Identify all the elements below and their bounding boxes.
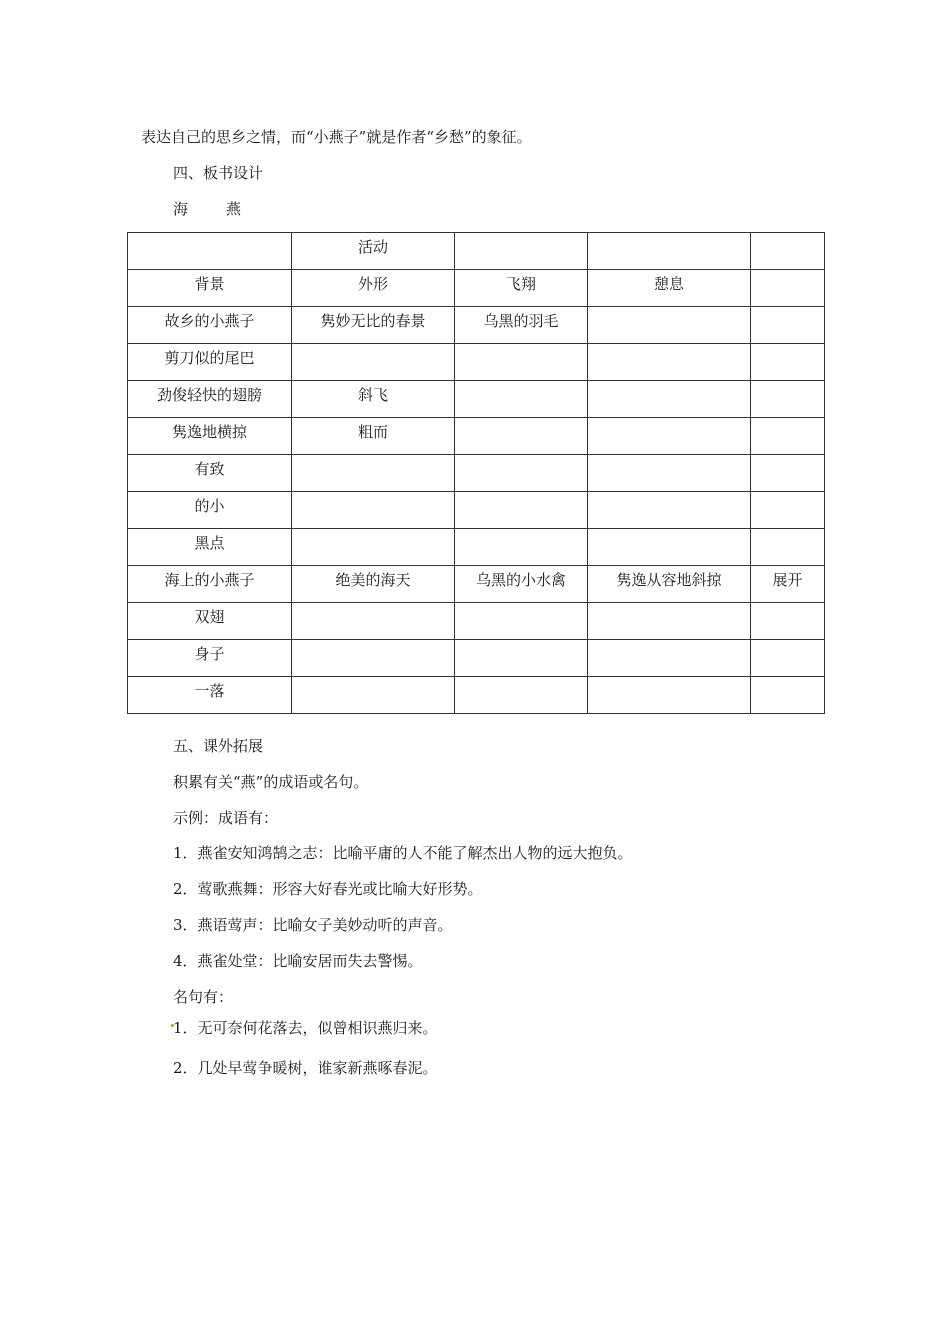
table-cell — [292, 418, 455, 455]
section5-heading: 五、课外拓展 — [173, 737, 264, 755]
table-cell — [292, 233, 455, 270]
table-cell — [128, 344, 292, 381]
table-cell — [455, 492, 588, 529]
table-cell — [455, 640, 588, 677]
table-cell-text — [751, 344, 824, 345]
table-cell — [128, 307, 292, 344]
table-cell — [455, 418, 588, 455]
table-cell — [751, 677, 825, 714]
table-cell — [128, 603, 292, 640]
table-cell — [128, 492, 292, 529]
table-cell — [292, 603, 455, 640]
table-cell — [588, 603, 751, 640]
table-cell-text — [292, 529, 454, 530]
table-cell — [128, 455, 292, 492]
table-cell — [128, 529, 292, 566]
table-cell — [588, 492, 751, 529]
table-cell-text — [751, 270, 824, 271]
table-cell — [588, 418, 751, 455]
table-cell — [455, 344, 588, 381]
table-cell-text — [751, 677, 824, 678]
table-cell-text — [751, 418, 824, 419]
table-cell — [588, 233, 751, 270]
table-cell-text: 斜飞 — [357, 386, 388, 404]
table-cell — [292, 677, 455, 714]
table-cell-text — [751, 233, 824, 234]
table-cell-text — [751, 603, 824, 604]
table-cell-text — [455, 640, 587, 641]
table-cell — [128, 418, 292, 455]
table-cell — [751, 270, 825, 307]
board-title-char-2: 燕 — [226, 200, 242, 218]
table-cell-text: 海上的小燕子 — [164, 571, 255, 589]
table-cell — [455, 270, 588, 307]
idiom-item-3: 3．燕语莺声：比喻女子美妙动听的声音。 — [173, 916, 453, 934]
quote-item-1: 1．无可奈何花落去，似曾相识燕归来。 — [173, 1019, 438, 1037]
board-design-table — [127, 232, 825, 714]
table-cell-text: 隽妙无比的春景 — [320, 312, 426, 330]
table-cell — [292, 307, 455, 344]
table-cell-text: 一落 — [194, 682, 225, 700]
table-cell-text — [455, 677, 587, 678]
table-cell — [751, 566, 825, 603]
table-cell — [128, 233, 292, 270]
table-cell — [588, 529, 751, 566]
table-cell-text: 的小 — [194, 497, 225, 515]
table-cell — [292, 566, 455, 603]
table-cell — [588, 677, 751, 714]
table-cell-text: 活动 — [357, 238, 388, 256]
table-cell — [292, 640, 455, 677]
idioms-heading: 示例：成语有： — [173, 809, 279, 827]
idiom-item-2: 2．莺歌燕舞：形容大好春光或比喻大好形势。 — [173, 880, 483, 898]
table-row — [128, 640, 825, 677]
table-cell-text — [292, 344, 454, 345]
board-table-body — [128, 233, 825, 714]
table-cell — [455, 677, 588, 714]
table-cell — [751, 307, 825, 344]
table-cell-text: 黑点 — [194, 534, 225, 552]
table-cell-text — [588, 418, 750, 419]
table-cell — [588, 455, 751, 492]
table-cell — [751, 233, 825, 270]
table-cell — [751, 455, 825, 492]
table-cell-text — [588, 677, 750, 678]
table-cell-text — [751, 455, 824, 456]
table-cell-text: 憩息 — [653, 275, 684, 293]
table-cell-text: 乌黑的小水禽 — [475, 571, 566, 589]
table-cell-text — [751, 381, 824, 382]
table-cell-text: 故乡的小燕子 — [164, 312, 255, 330]
table-row — [128, 418, 825, 455]
table-cell — [128, 640, 292, 677]
table-cell-text — [292, 455, 454, 456]
table-cell-text — [588, 344, 750, 345]
section4-heading: 四、板书设计 — [173, 164, 264, 182]
table-cell-text — [588, 455, 750, 456]
table-cell — [751, 344, 825, 381]
table-cell — [588, 381, 751, 418]
table-cell — [455, 603, 588, 640]
table-cell-text: 隽逸从容地斜掠 — [616, 571, 722, 589]
table-cell — [128, 270, 292, 307]
table-row — [128, 307, 825, 344]
board-title — [173, 199, 241, 219]
board-title-char-1: 海 — [173, 200, 189, 218]
table-cell — [292, 492, 455, 529]
table-row — [128, 492, 825, 529]
table-cell-text — [455, 455, 587, 456]
table-cell-text: 背景 — [194, 275, 225, 293]
table-cell-text — [751, 640, 824, 641]
table-cell-text — [588, 381, 750, 382]
table-cell — [455, 233, 588, 270]
table-cell-text — [751, 529, 824, 530]
extension-intro: 积累有关“燕”的成语或名句。 — [173, 773, 369, 791]
table-row — [128, 381, 825, 418]
table-cell-text — [588, 529, 750, 530]
table-cell — [751, 492, 825, 529]
table-cell — [588, 270, 751, 307]
table-cell-text — [292, 677, 454, 678]
table-cell-text: 隽逸地横掠 — [171, 423, 247, 441]
table-cell — [751, 418, 825, 455]
table-cell-text — [455, 381, 587, 382]
table-cell-text — [588, 492, 750, 493]
table-cell — [128, 566, 292, 603]
table-row — [128, 677, 825, 714]
table-cell — [588, 307, 751, 344]
table-cell — [128, 677, 292, 714]
table-cell-text — [588, 640, 750, 641]
table-cell — [751, 603, 825, 640]
table-cell-text — [455, 603, 587, 604]
table-cell-text: 双翅 — [194, 608, 225, 626]
table-cell — [588, 344, 751, 381]
table-cell-text: 绝美的海天 — [335, 571, 411, 589]
table-row — [128, 233, 825, 270]
table-row — [128, 344, 825, 381]
table-cell — [751, 529, 825, 566]
quotes-heading: 名句有： — [173, 988, 234, 1006]
table-cell — [292, 344, 455, 381]
table-cell — [455, 566, 588, 603]
table-cell-text — [588, 603, 750, 604]
table-cell — [455, 455, 588, 492]
table-cell — [455, 307, 588, 344]
table-cell-text: 粗而 — [357, 423, 388, 441]
table-cell-text — [455, 492, 587, 493]
table-cell — [751, 381, 825, 418]
table-cell-text — [292, 603, 454, 604]
idiom-item-1: 1．燕雀安知鸿鹄之志：比喻平庸的人不能了解杰出人物的远大抱负。 — [173, 844, 633, 862]
table-row — [128, 455, 825, 492]
table-cell — [751, 640, 825, 677]
table-cell-text — [128, 233, 291, 234]
quote-item-2: 2．几处早莺争暖树，谁家新燕啄春泥。 — [173, 1059, 438, 1077]
table-cell — [292, 529, 455, 566]
table-cell-text: 乌黑的羽毛 — [483, 312, 559, 330]
table-cell-text — [455, 233, 587, 234]
table-cell-text: 剪刀似的尾巴 — [164, 349, 255, 367]
table-cell — [588, 566, 751, 603]
table-cell-text — [292, 492, 454, 493]
idiom-item-4: 4．燕雀处堂：比喻安居而失去警惕。 — [173, 952, 423, 970]
table-cell — [588, 640, 751, 677]
table-cell — [455, 529, 588, 566]
table-cell — [128, 381, 292, 418]
table-cell-text — [292, 640, 454, 641]
table-cell-text: 飞翔 — [505, 275, 536, 293]
intro-line: 表达自己的思乡之情，而“小燕子”就是作者“乡愁”的象征。 — [141, 128, 532, 146]
table-cell-text: 身子 — [194, 645, 225, 663]
table-cell-text: 外形 — [357, 275, 388, 293]
table-cell — [292, 455, 455, 492]
table-row — [128, 566, 825, 603]
table-cell-text — [455, 529, 587, 530]
table-cell — [292, 270, 455, 307]
table-cell-text: 展开 — [772, 571, 803, 589]
table-cell-text: 有致 — [194, 460, 225, 478]
table-cell-text: 劲俊轻快的翅膀 — [156, 386, 262, 404]
table-cell — [292, 381, 455, 418]
table-cell-text — [455, 344, 587, 345]
table-cell-text — [588, 233, 750, 234]
table-cell-text — [751, 307, 824, 308]
table-row — [128, 270, 825, 307]
table-cell — [455, 381, 588, 418]
table-cell-text — [588, 307, 750, 308]
table-row — [128, 603, 825, 640]
table-cell-text — [455, 418, 587, 419]
table-cell-text — [751, 492, 824, 493]
table-row — [128, 529, 825, 566]
